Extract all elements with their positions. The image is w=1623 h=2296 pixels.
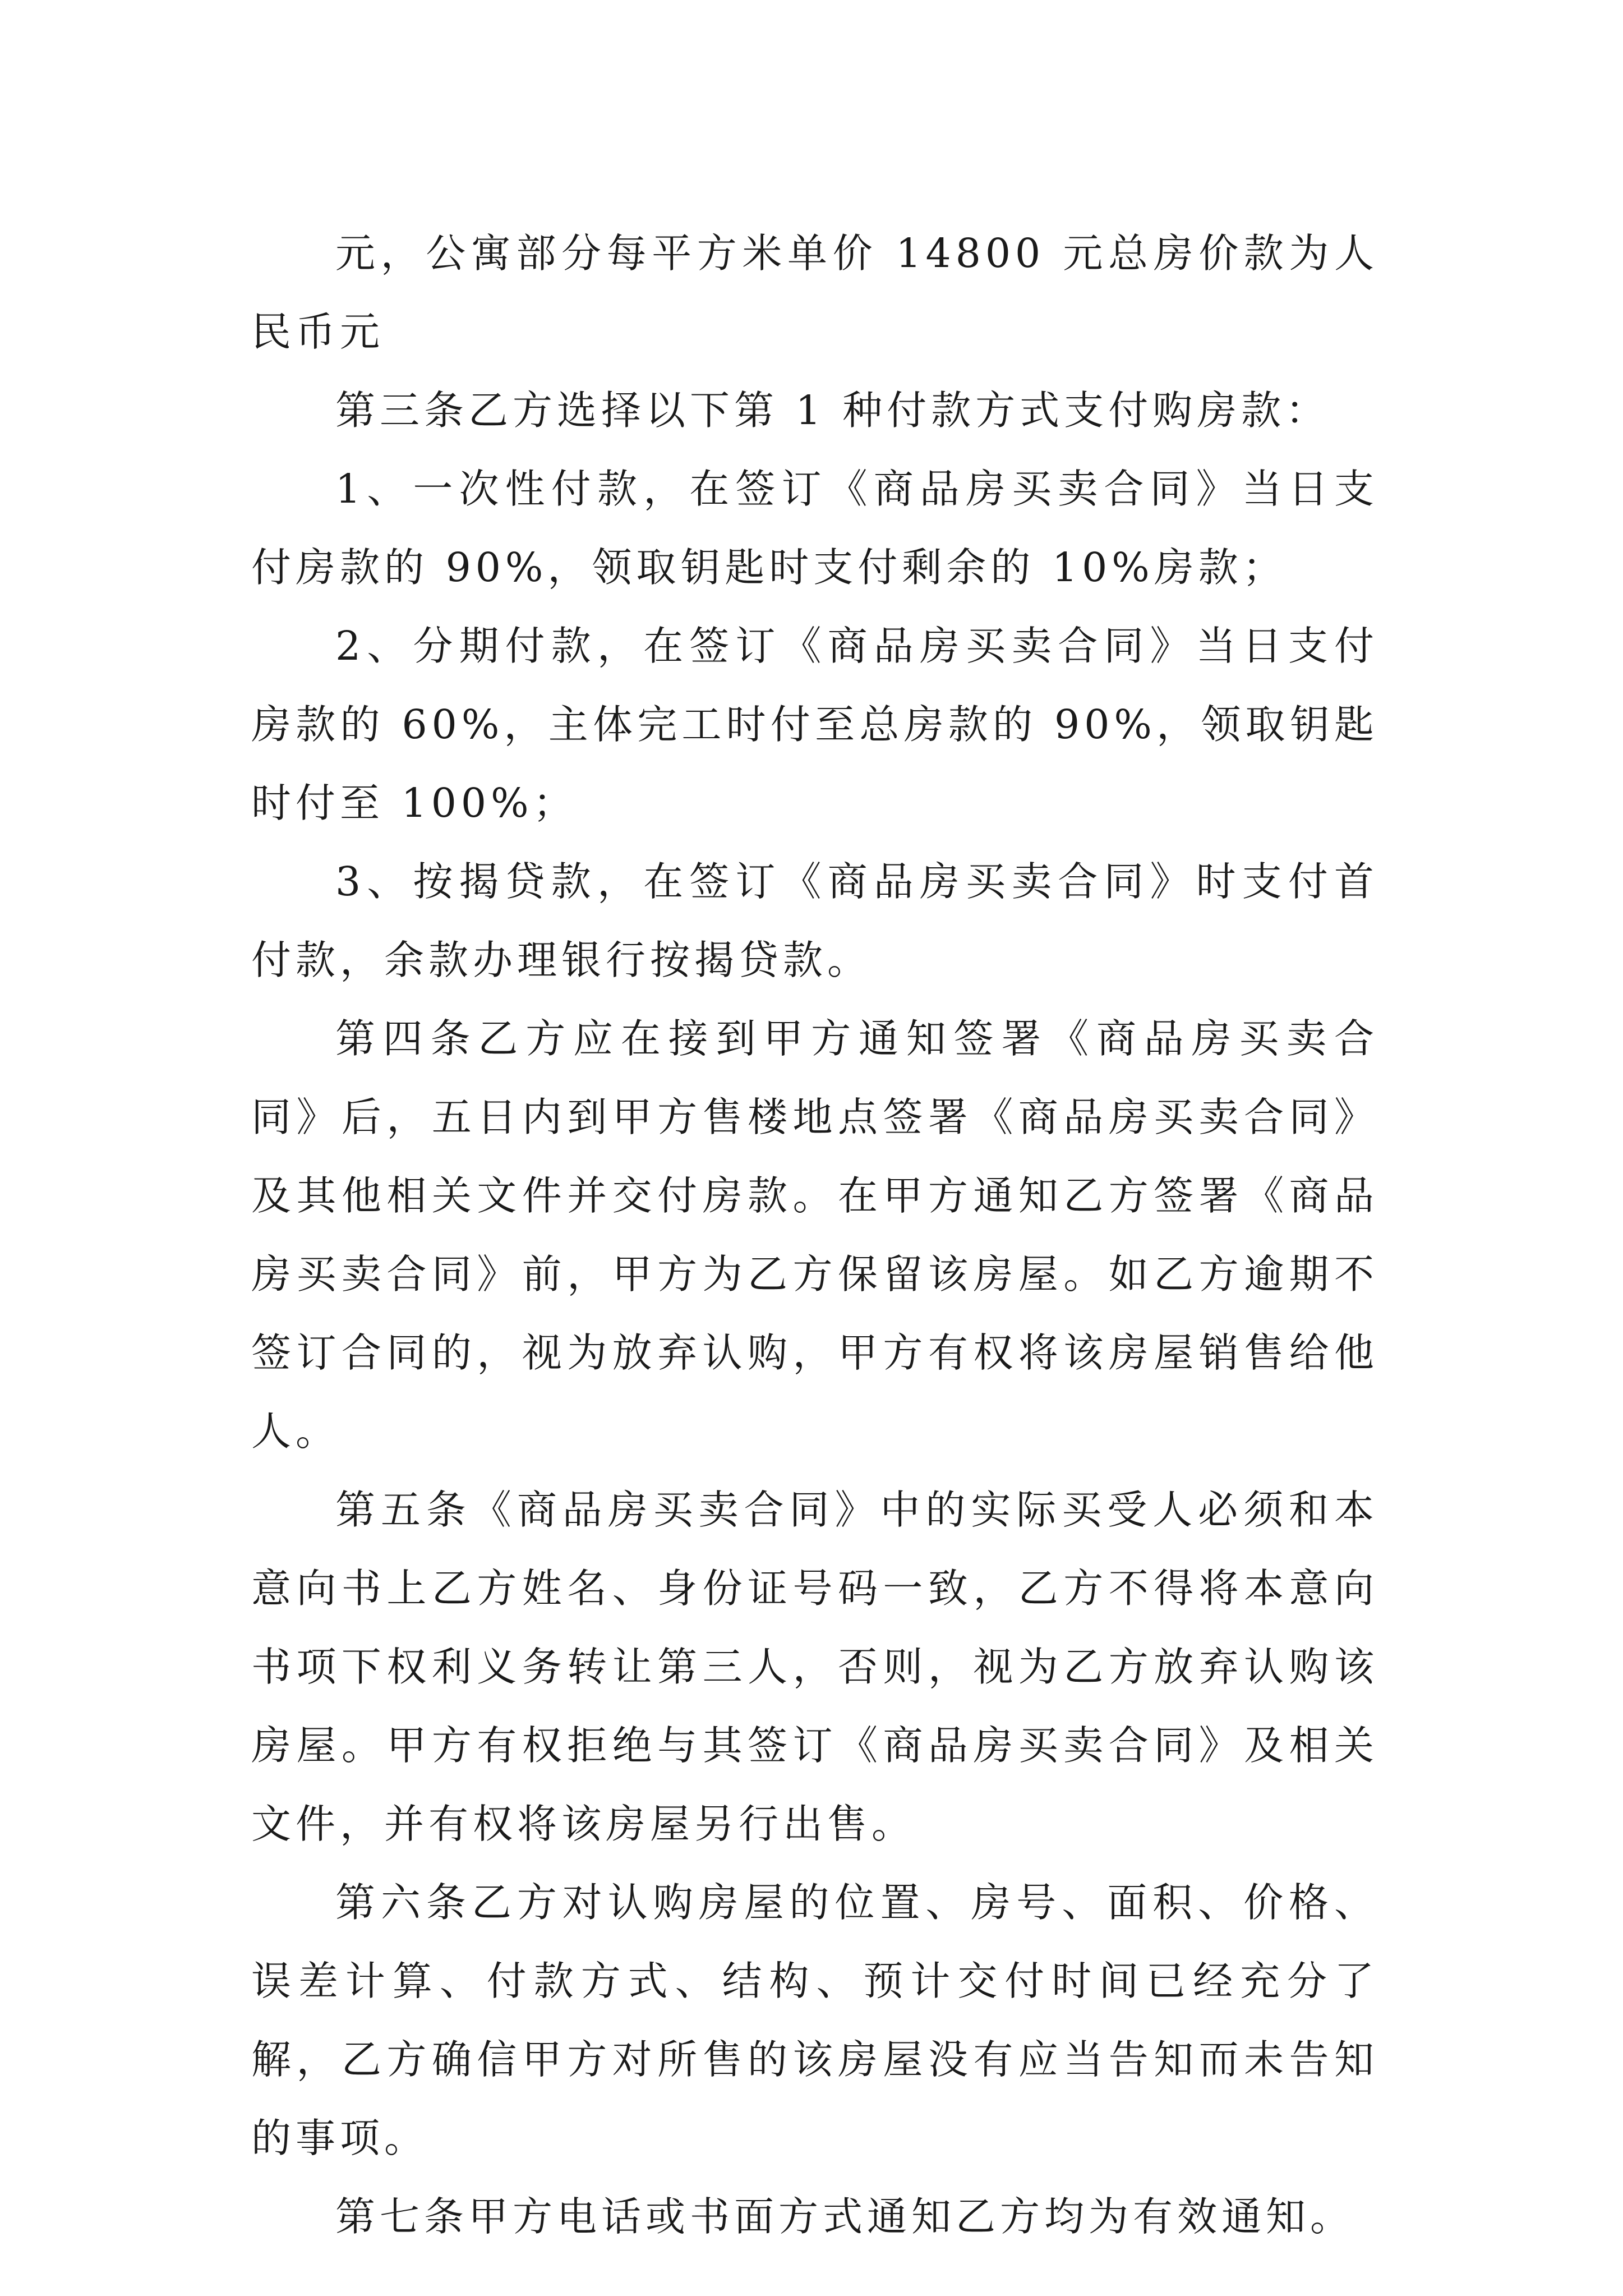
paragraph-article-4: 第四条乙方应在接到甲方通知签署《商品房买卖合同》后，五日内到甲方售楼地点签署《商品房买卖合同》及其他相关文件并交付房款。在甲方通知乙方签署《商品房买卖合同》前，甲方为乙方保留该房屋。如乙方逾期不签订合同的，视为放弃认购，甲方有权将该房屋销售给他人。 [251, 1015, 1378, 1455]
paragraph-article-3: 第三条乙方选择以下第 1 种付款方式支付购房款： [335, 387, 1330, 434]
paragraph-article-5: 第五条《商品房买卖合同》中的实际买受人必须和本意向书上乙方姓名、身份证号码一致，乙方不得将本意向书项下权利义务转让第三人，否则，视为乙方放弃认购该房屋。甲方有权拒绝与其签订《商品房买卖合同》及相关文件，并有权将该房屋另行出售。 [251, 1487, 1378, 1847]
paragraph-payment-option-1: 1、一次性付款，在签订《商品房买卖合同》当日支付房款的 90%，领取钥匙时支付剩余的 10%房款； [251, 466, 1378, 591]
paragraph-price: 元，公寓部分每平方米单价 14800 元总房价款为人民币元 [251, 230, 1378, 355]
paragraph-payment-option-3: 3、按揭贷款，在签订《商品房买卖合同》时支付首付款，余款办理银行按揭贷款。 [251, 858, 1378, 983]
paragraph-payment-option-2: 2、分期付款，在签订《商品房买卖合同》当日支付房款的 60%，主体完工时付至总房款的 90%，领取钥匙时付至 100%； [251, 623, 1378, 826]
paragraph-article-6: 第六条乙方对认购房屋的位置、房号、面积、价格、误差计算、付款方式、结构、预计交付时间已经充分了解，乙方确信甲方对所售的该房屋没有应当告知而未告知的事项。 [251, 1879, 1378, 2161]
document-body [251, 214, 1378, 2256]
paragraph-article-7: 第七条甲方电话或书面方式通知乙方均为有效通知。 [335, 2193, 1355, 2240]
